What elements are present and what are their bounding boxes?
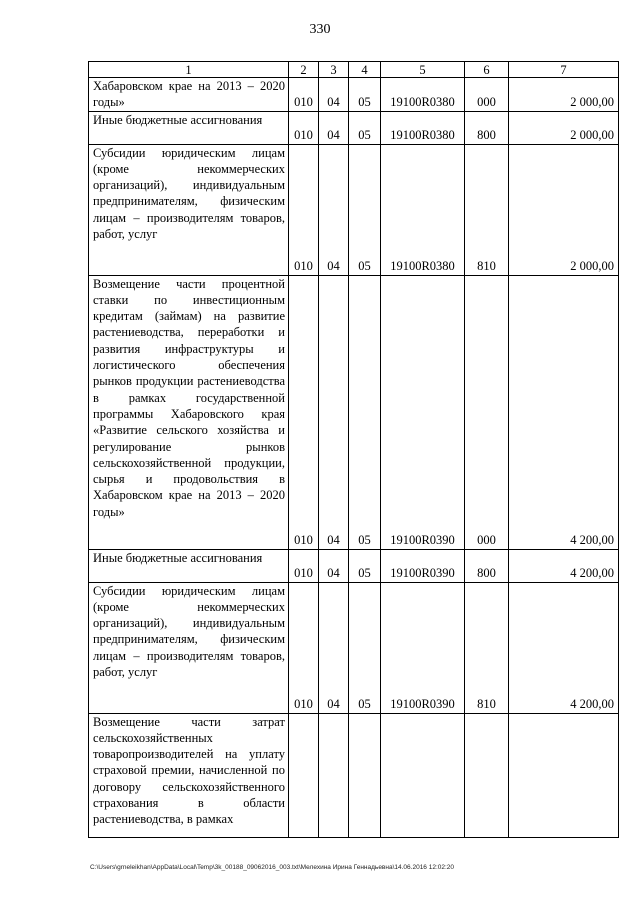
- cell-type: 800: [465, 549, 509, 582]
- cell-subsection: 05: [349, 78, 381, 112]
- cell-amount: 2 000,00: [509, 78, 619, 112]
- row-description: Субсидии юридическим лицам (кроме некоммерческих организаций), индивидуальным предпринимателям, физическим лицам – производителям товаров, работ, услуг: [89, 144, 289, 275]
- table-row: [89, 144, 619, 275]
- column-header: 1: [89, 62, 289, 78]
- column-header: 2: [289, 62, 319, 78]
- cell-section: 04: [319, 275, 349, 549]
- file-path-footer: C:\Users\grneleikhan\AppData\Local\Temp\3k_00188_09062016_003.txt\Мелехина Ирина Геннадьевна\14.06.2016 12:02:20: [90, 864, 455, 871]
- row-description: Иные бюджетные ассигнования: [89, 111, 289, 144]
- cell-code: 010: [289, 78, 319, 112]
- cell-code: 010: [289, 275, 319, 549]
- cell-section: 04: [319, 582, 349, 713]
- cell-subsection: 05: [349, 549, 381, 582]
- cell-type: 000: [465, 78, 509, 112]
- cell-amount: 4 200,00: [509, 582, 619, 713]
- cell-type: 810: [465, 582, 509, 713]
- row-description: Возмещение части процентной ставки по инвестиционным кредитам (займам) на развитие растениеводства, переработки и развития инфраструктуры и логистического обеспечения рынков продукции растениеводства в рамках государственной программы Хабаровского края «Развитие сельского хозяйства и регулирование рынков сельскохозяйственной продукции, сырья и продовольствия в Хабаровском крае на 2013 – 2020 годы»: [89, 275, 289, 549]
- table-row: [89, 111, 619, 144]
- cell-section: 04: [319, 111, 349, 144]
- table-row: [89, 713, 619, 837]
- cell-type: [465, 713, 509, 837]
- cell-target: 19100R0380: [381, 144, 465, 275]
- cell-subsection: 05: [349, 144, 381, 275]
- cell-subsection: [349, 713, 381, 837]
- cell-code: [289, 713, 319, 837]
- cell-target: 19100R0390: [381, 275, 465, 549]
- table-row: [89, 78, 619, 112]
- cell-code: 010: [289, 549, 319, 582]
- column-header: 7: [509, 62, 619, 78]
- cell-code: 010: [289, 144, 319, 275]
- cell-target: 19100R0390: [381, 582, 465, 713]
- row-description: Иные бюджетные ассигнования: [89, 549, 289, 582]
- column-header: 4: [349, 62, 381, 78]
- cell-type: 800: [465, 111, 509, 144]
- cell-code: 010: [289, 111, 319, 144]
- cell-section: 04: [319, 144, 349, 275]
- cell-subsection: 05: [349, 275, 381, 549]
- cell-subsection: 05: [349, 111, 381, 144]
- cell-amount: 4 200,00: [509, 549, 619, 582]
- cell-amount: 2 000,00: [509, 111, 619, 144]
- cell-target: [381, 713, 465, 837]
- row-description: Субсидии юридическим лицам (кроме некоммерческих организаций), индивидуальным предпринимателям, физическим лицам – производителям товаров, работ, услуг: [89, 582, 289, 713]
- cell-section: 04: [319, 78, 349, 112]
- cell-type: 810: [465, 144, 509, 275]
- table-row: [89, 549, 619, 582]
- budget-table: [88, 61, 619, 838]
- cell-section: 04: [319, 549, 349, 582]
- cell-amount: [509, 713, 619, 837]
- table-row: [89, 582, 619, 713]
- column-header: 3: [319, 62, 349, 78]
- cell-target: 19100R0380: [381, 111, 465, 144]
- row-description: Возмещение части затрат сельскохозяйственных товаропроизводителей на уплату страховой премии, начисленной по договору сельскохозяйственного страхования в области растениеводства, в рамках: [89, 713, 289, 837]
- table-header-row: [89, 62, 619, 78]
- cell-section: [319, 713, 349, 837]
- cell-code: 010: [289, 582, 319, 713]
- column-header: 5: [381, 62, 465, 78]
- page-number: 330: [309, 22, 331, 37]
- table-row: [89, 275, 619, 549]
- cell-target: 19100R0390: [381, 549, 465, 582]
- column-header: 6: [465, 62, 509, 78]
- cell-amount: 2 000,00: [509, 144, 619, 275]
- cell-type: 000: [465, 275, 509, 549]
- cell-subsection: 05: [349, 582, 381, 713]
- row-description: Хабаровском крае на 2013 – 2020 годы»: [89, 78, 289, 112]
- cell-amount: 4 200,00: [509, 275, 619, 549]
- cell-target: 19100R0380: [381, 78, 465, 112]
